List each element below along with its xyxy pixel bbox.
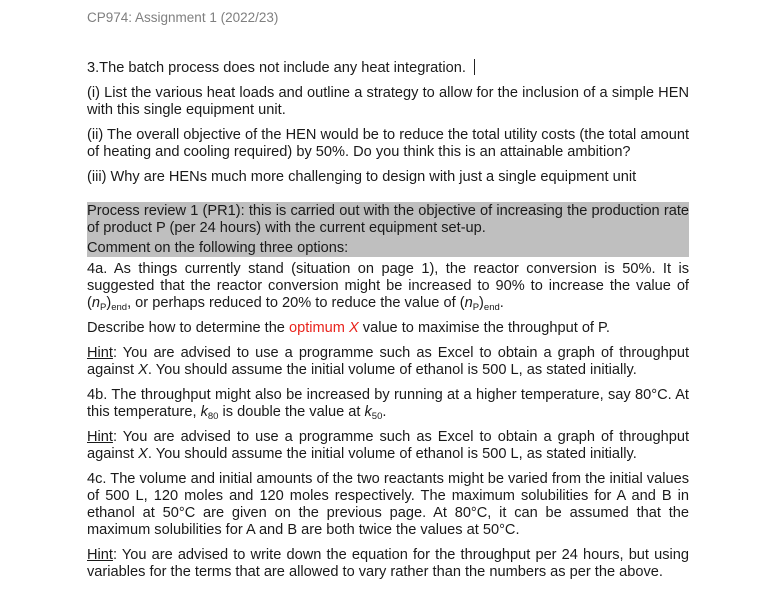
- question-ii: (ii) The overall objective of the HEN would be to reduce the total utility costs (the total amount of heating and cooling required) by 50%. Do you think this is an attainable ambition?: [87, 127, 689, 160]
- process-review-highlight: [87, 202, 689, 257]
- hint-2: Hint: You are advised to use a programme such as Excel to obtain a graph of throughput against X. You should assume the initial volume of ethanol is 500 L, as stated initially.: [87, 429, 689, 462]
- describe-optimum: Describe how to determine the optimum X value to maximise the throughput of P.: [87, 320, 610, 336]
- text-cursor: [474, 59, 475, 75]
- process-review-comment: Comment on the following three options:: [87, 240, 349, 256]
- document-header: CP974: Assignment 1 (2022/23): [87, 10, 279, 25]
- document-body: [87, 59, 689, 589]
- question-i: (i) List the various heat loads and outline a strategy to allow for the inclusion of a simple HEN with this single equipment unit.: [87, 85, 689, 118]
- question-4c: 4c. The volume and initial amounts of the two reactants might be varied from the initial values of 500 L, 120 moles and 120 moles respectively. The maximum solubilities for A and B in ethanol at 50°C are given on the previous page. At 80°C, it can be assumed that the maximum solubilities for A and B are both twice the values at 50°C.: [87, 471, 689, 538]
- section3-intro: 3.The batch process does not include any heat integration.: [87, 59, 689, 77]
- question-iii: (iii) Why are HENs much more challenging to design with just a single equipment unit: [87, 169, 637, 185]
- hint-1: Hint: You are advised to use a programme such as Excel to obtain a graph of throughput against X. You should assume the initial volume of ethanol is 500 L, as stated initially.: [87, 345, 689, 378]
- process-review-text: Process review 1 (PR1): this is carried out with the objective of increasing the production rate of product P (per 24 hours) with the current equipment set-up.: [87, 203, 689, 236]
- question-4a: 4a. As things currently stand (situation on page 1), the reactor conversion is 50%. It is suggested that the reactor conversion might be increased to 90% to increase the value of $(n_P)_{end}$, or perhaps reduced to 20% to reduce the value of $(n_P)_{end}$.: [87, 261, 689, 313]
- hint-3: Hint: You are advised to write down the equation for the throughput per 24 hours, but using variables for the terms that are allowed to vary rather than the numbers as per the above.: [87, 547, 689, 580]
- question-4b: 4b. The throughput might also be increased by running at a higher temperature, say 80°C. At this temperature, $k_{80}$ is double the value at $k_{50}$.: [87, 387, 689, 422]
